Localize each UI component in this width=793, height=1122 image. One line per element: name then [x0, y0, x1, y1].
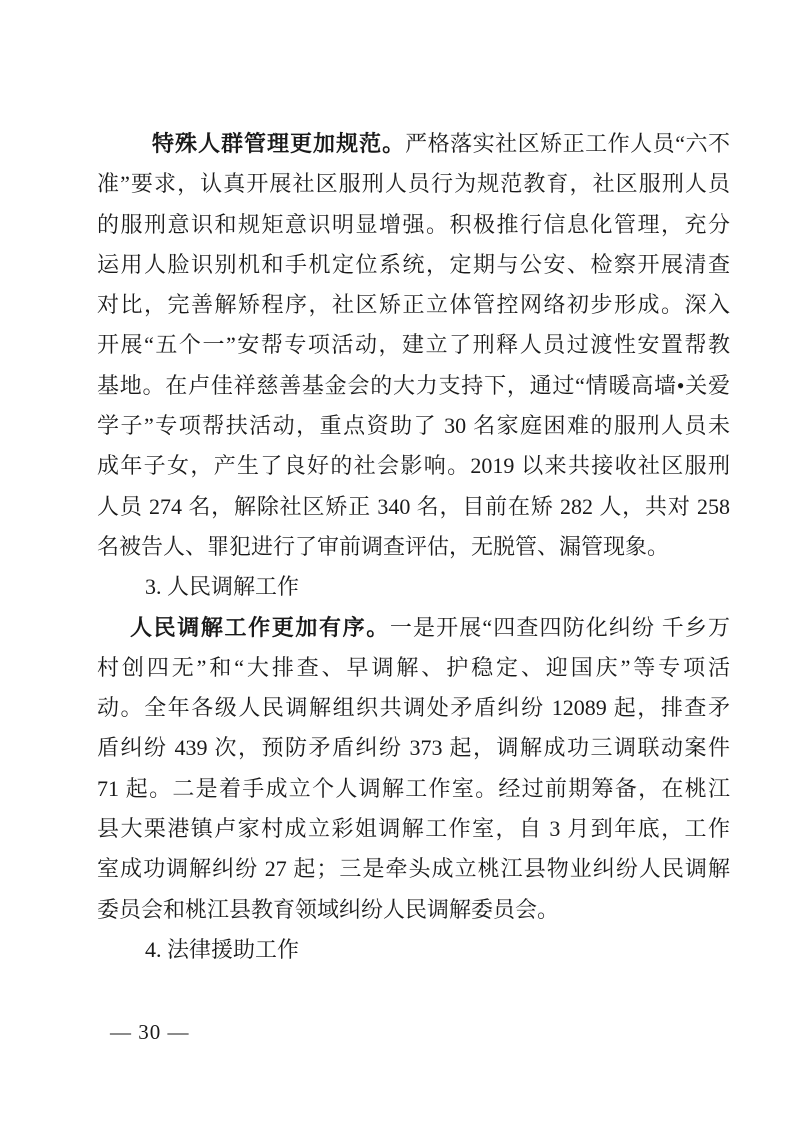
text-run: 一是开展“四查四防化纠纷 千乡万 — [389, 614, 730, 640]
text-line — [97, 608, 730, 648]
text-line — [97, 124, 730, 164]
text-line — [97, 849, 730, 889]
text-line — [97, 527, 730, 567]
text-line — [97, 245, 730, 285]
section-heading-people-mediation: 3. 人民调解工作 — [145, 574, 300, 600]
text-run: 委员会和桃江县教育领域纠纷人民调解委员会。 — [97, 896, 560, 922]
text-run: 成年子女，产生了良好的社会影响。2019 以来共接收社区服刑 — [97, 453, 730, 479]
document-body — [97, 124, 730, 970]
text-run: 村创四无”和“大排查、早调解、护稳定、迎国庆”等专项活 — [97, 654, 730, 680]
text-run: 严格落实社区矫正工作人员“六不 — [405, 131, 730, 156]
text-run: 动。全年各级人民调解组织共调处矛盾纠纷 12089 起，排查矛 — [97, 695, 730, 721]
text-run: 县大栗港镇卢家村成立彩姐调解工作室，自 3 月到年底，工作 — [97, 816, 730, 842]
text-line — [97, 164, 730, 204]
text-run: 运用人脸识别机和手机定位系统，定期与公安、检察开展清查 — [97, 251, 730, 277]
text-line — [97, 809, 730, 849]
text-line — [97, 406, 730, 446]
text-line — [97, 446, 730, 486]
text-run: 盾纠纷 439 次，预防矛盾纠纷 373 起，调解成功三调联动案件 — [97, 735, 730, 761]
text-line — [97, 285, 730, 325]
text-run: 对比，完善解矫程序，社区矫正立体管控网络初步形成。深入 — [97, 292, 730, 318]
text-line — [97, 487, 730, 527]
bold-lead-sentence: 人民调解工作更加有序。 — [130, 614, 390, 640]
text-line — [97, 728, 730, 768]
bold-lead-sentence: 特殊人群管理更加规范。 — [152, 131, 406, 156]
text-line — [97, 366, 730, 406]
text-line — [97, 648, 730, 688]
text-run: 名被告人、罪犯进行了审前调查评估，无脱管、漏管现象。 — [97, 533, 670, 559]
paragraph-special-population-management — [97, 124, 730, 567]
section-heading-legal-aid: 4. 法律援助工作 — [145, 936, 300, 962]
text-run: 71 起。二是着手成立个人调解工作室。经过前期筹备，在桃江 — [97, 775, 730, 801]
text-line — [97, 688, 730, 728]
text-run: 的服刑意识和规矩意识明显增强。积极推行信息化管理，充分 — [97, 211, 730, 237]
text-run: 室成功调解纠纷 27 起；三是牵头成立桃江县物业纠纷人民调解 — [97, 856, 730, 882]
text-line — [97, 769, 730, 809]
text-run: 准”要求，认真开展社区服刑人员行为规范教育，社区服刑人员 — [97, 171, 730, 197]
text-run: 基地。在卢佳祥慈善基金会的大力支持下，通过“情暖高墙•关爱 — [97, 372, 730, 398]
text-run: 人员 274 名，解除社区矫正 340 名，目前在矫 282 人，共对 258 — [97, 493, 730, 519]
text-line — [97, 325, 730, 365]
page-number-footer: — 30 — — [110, 1020, 190, 1044]
text-run: 学子”专项帮扶活动，重点资助了 30 名家庭困难的服刑人员未 — [97, 413, 730, 439]
paragraph-people-mediation — [97, 608, 730, 930]
text-line — [97, 205, 730, 245]
text-run: 开展“五个一”安帮专项活动，建立了刑释人员过渡性安置帮教 — [97, 332, 731, 358]
text-line — [97, 890, 730, 930]
